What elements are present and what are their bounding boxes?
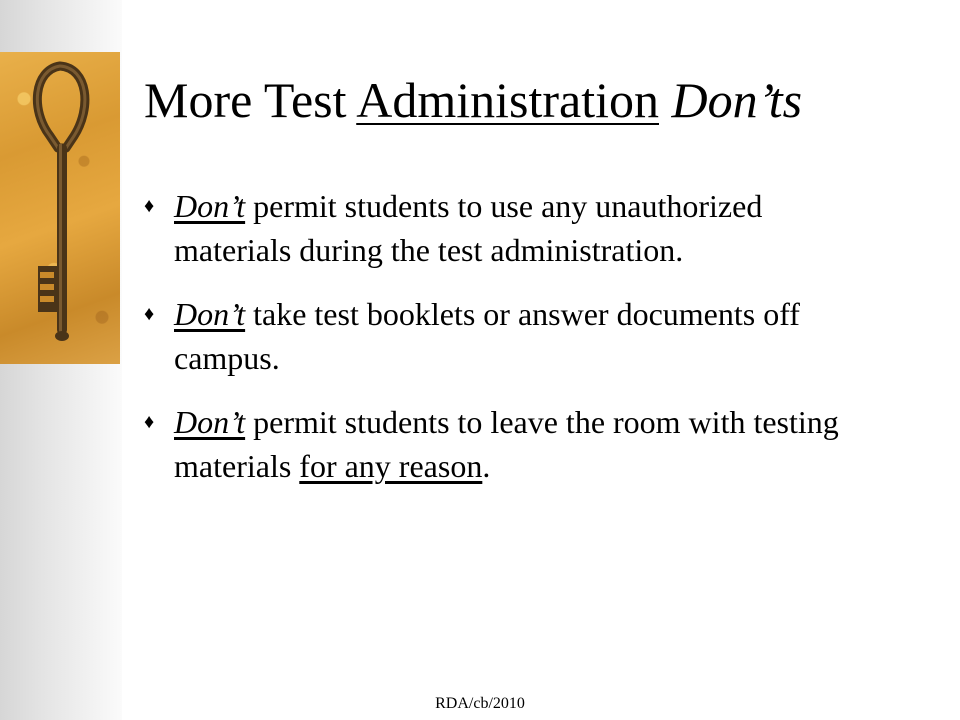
slide-title-part1: More Test xyxy=(144,72,357,128)
bullet-text: take test booklets or answer documents off campus. xyxy=(174,296,800,376)
bullet-text: permit students to use any unauthorized materials during the test administration. xyxy=(174,188,763,268)
diamond-bullet-icon: ♦ xyxy=(144,195,155,217)
bullet-item xyxy=(144,292,864,380)
slide-footer: RDA/cb/2010 xyxy=(435,695,525,712)
slide-title-administration: Administration xyxy=(356,72,659,128)
diamond-bullet-icon: ♦ xyxy=(144,411,155,433)
slide-title xyxy=(144,70,802,130)
old-key-icon xyxy=(0,52,120,364)
bullet-text: permit students to leave the room with testing materials xyxy=(174,404,839,484)
bullet-emphasis: Don’t xyxy=(174,188,246,224)
diamond-bullet-icon: ♦ xyxy=(144,303,155,325)
key-photo xyxy=(0,52,120,364)
bullet-emphasis: Don’t xyxy=(174,404,246,440)
slide-title-donts: Don’ts xyxy=(671,72,803,128)
bullet-emphasis: Don’t xyxy=(174,296,246,332)
bullet-item xyxy=(144,400,864,488)
bullet-item xyxy=(144,184,864,272)
slide-title-space xyxy=(659,72,672,128)
bullet-underlined-text: for any reason xyxy=(299,448,483,484)
bullet-text-end: . xyxy=(482,448,491,484)
bullet-list xyxy=(144,184,864,508)
